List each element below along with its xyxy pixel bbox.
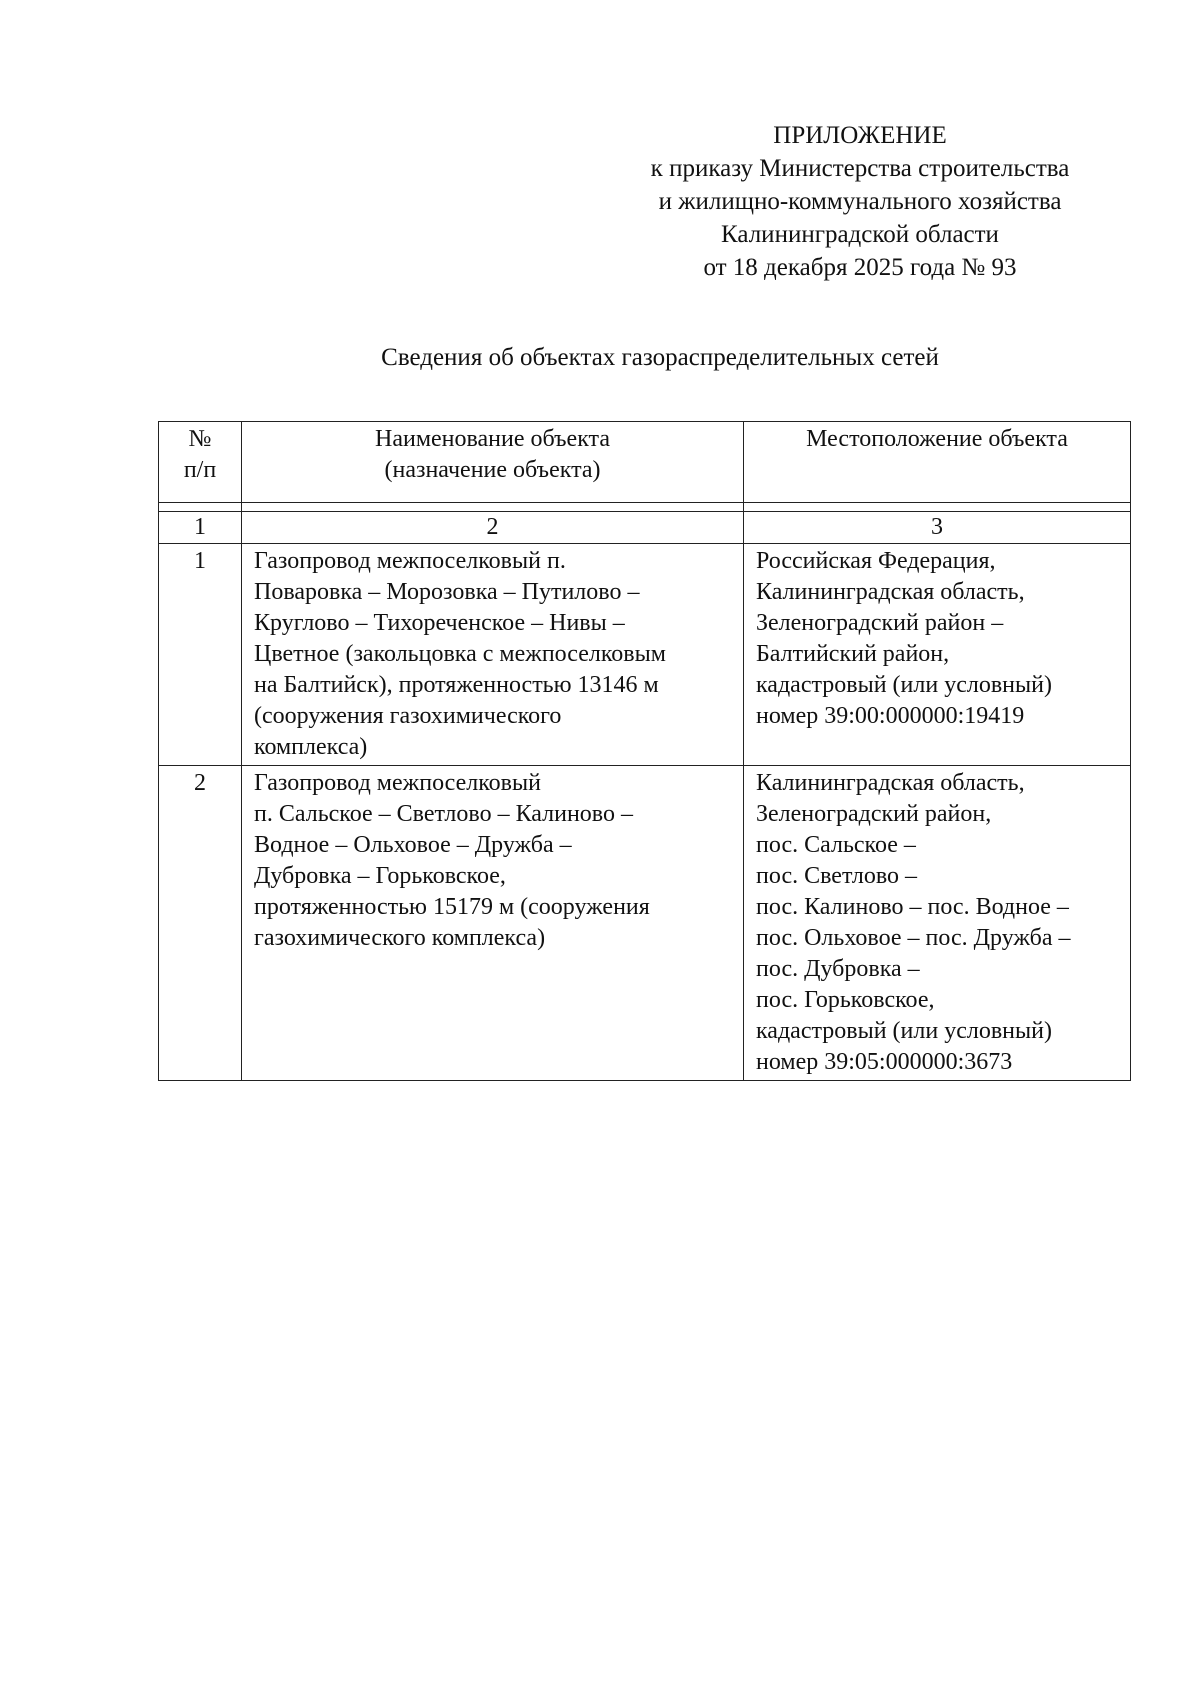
column-number-row [159, 512, 1131, 544]
row-num: 1 [159, 544, 242, 766]
appendix-header [560, 119, 1160, 284]
column-number-1: 1 [159, 512, 242, 544]
row-num: 2 [159, 766, 242, 1081]
gap-cell-2 [242, 503, 744, 512]
appendix-line-2: и жилищно-коммунального хозяйства [658, 188, 1062, 215]
row-object-name: Газопровод межпоселковый п. Поваровка – Морозовка – Путилово – Круглово – Тихореченское – Нивы – Цветное (закольцовка с межпоселковым на Балтийск), протяженностью 13146 м (сооружения газохимического комплекса) [242, 544, 744, 766]
document-title: Сведения об объектах газораспределительных сетей [381, 344, 939, 371]
appendix-date-line: от 18 декабря 2025 года № 93 [703, 254, 1017, 281]
appendix-title: ПРИЛОЖЕНИЕ [773, 122, 947, 149]
appendix-line-1: к приказу Министерства строительства [650, 155, 1070, 182]
appendix-line-3: Калининградской области [721, 221, 999, 248]
column-number-2: 2 [242, 512, 744, 544]
gap-cell-1 [159, 503, 242, 512]
gap-cell-3 [744, 503, 1131, 512]
table-row [159, 544, 1131, 766]
table-header-gap [159, 503, 1131, 512]
header-name: Наименование объекта (назначение объекта) [242, 422, 744, 503]
row-object-location: Калининградская область, Зеленоградский район, пос. Сальское – пос. Светлово – пос. Калиново – пос. Водное – пос. Ольховое – пос. Дружба – пос. Дубровка – пос. Горьковское, кадастровый (или условный) номер 39:05:000000:3673 [744, 766, 1131, 1081]
row-object-name: Газопровод межпоселковый п. Сальское – Светлово – Калиново – Водное – Ольховое – Дружба – Дубровка – Горьковское, протяженностью 15179 м (сооружения газохимического комплекса) [242, 766, 744, 1081]
table-row [159, 766, 1131, 1081]
header-location: Местоположение объекта [744, 422, 1131, 503]
row-object-location: Российская Федерация, Калининградская область, Зеленоградский район – Балтийский район, кадастровый (или условный) номер 39:00:000000:19419 [744, 544, 1131, 766]
objects-table [158, 421, 1131, 1081]
column-number-3: 3 [744, 512, 1131, 544]
table-header-row [159, 422, 1131, 503]
header-num: № п/п [159, 422, 242, 503]
